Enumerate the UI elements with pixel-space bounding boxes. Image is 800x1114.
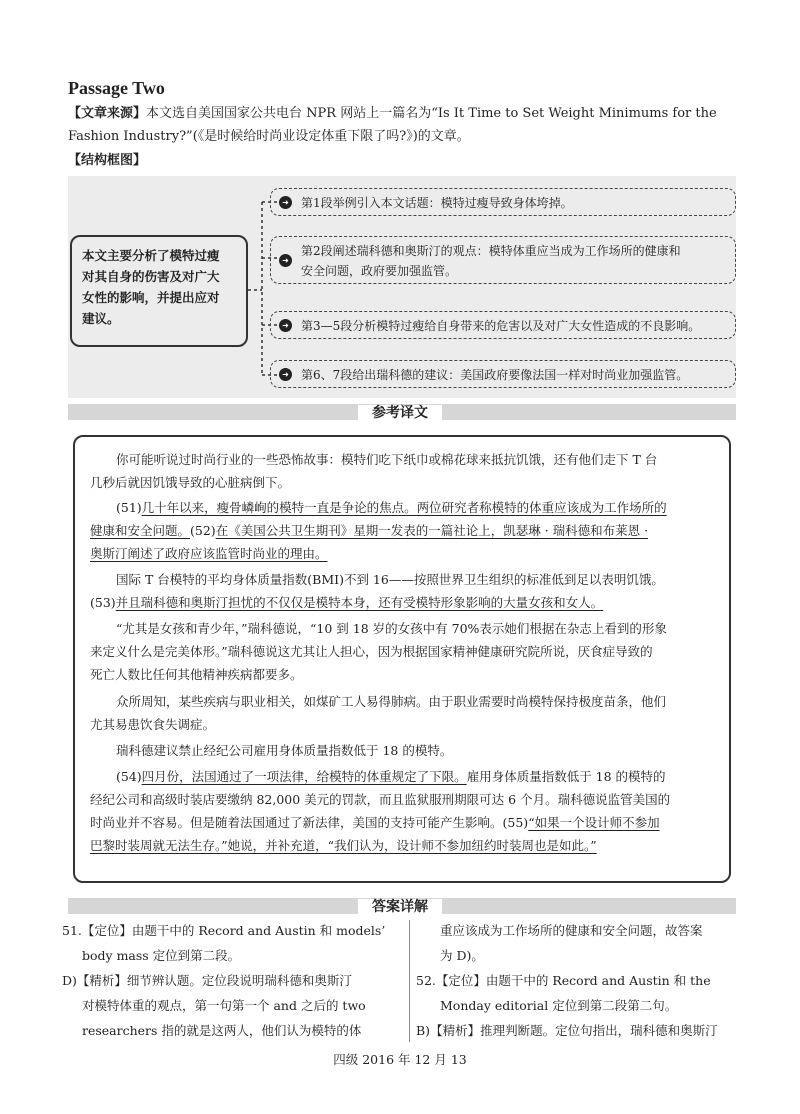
- answer-line: 对模特体重的观点，第一句第一个 and 之后的 two: [82, 998, 366, 1013]
- branch-line: 第1段举例引入本文话题：模特过瘦导致身体垮掉。: [301, 196, 573, 210]
- underlined-text: 并且瑞科德和奥斯汀担忧的不仅仅是模特本身，还有受模特形象影响的大量女孩和女人。: [115, 595, 604, 610]
- column-divider: [409, 920, 410, 1042]
- text-line: 你可能听说过时尚行业的一些恐怖故事：模特们吃下纸巾或棉花球来抵抗饥饿，还有他们走下 T 台: [116, 452, 658, 467]
- text-line: 时尚业并不容易。但是随着法国通过了新法律，美国的支持可能产生影响。: [90, 815, 503, 830]
- underlined-text: 健康和安全问题。: [90, 523, 191, 538]
- translation-p6: 瑞科德建议禁止经纪公司雇用身体质量指数低于 18 的模特。: [116, 743, 453, 758]
- translation-p5-line2: 尤其易患饮食失调症。: [90, 717, 216, 732]
- question-number: (51): [116, 500, 142, 515]
- structure-tag: 【结构框图】: [68, 153, 147, 168]
- branch-line: 第2段阐述瑞科德和奥斯汀的观点：模特体重应当成为工作场所的健康和: [301, 244, 681, 258]
- answer-line: D)【精析】细节辨认题。定位段说明瑞科德和奥斯汀: [62, 973, 352, 988]
- text-line: 雇用身体质量指数低于 18 的模特的: [466, 769, 666, 784]
- main-line: 建议。: [82, 311, 120, 326]
- translation-p1: [90, 448, 720, 471]
- passage-title: Passage Two: [68, 78, 165, 98]
- source-text-1: 本文选自美国国家公共电台 NPR 网站上一篇名为“Is It Time to Set Weight Minimums for the: [146, 106, 717, 121]
- translation-p1-cont: [90, 471, 720, 494]
- translation-p3-line1: 国际 T 台模特的平均身体质量指数(BMI)不到 16——按照世界卫生组织的标准低到足以表明饥饿。: [116, 572, 664, 587]
- diagram-branch-3: [270, 311, 736, 339]
- question-number: (52): [190, 523, 216, 538]
- underlined-text: 四月份，法国通过了一项法律，给模特的体重规定了下限。: [141, 769, 467, 784]
- underlined-text: 几十年以来，瘦骨嶙峋的模特一直是争论的焦点。两位研究者称模特的体重应该成为工作场所的: [141, 500, 667, 515]
- answer-line: Monday editorial 定位到第二段第二句。: [440, 998, 678, 1013]
- answers-right-column: [416, 918, 746, 1043]
- question-number: (53): [90, 595, 116, 610]
- answer-line: 为 D)。: [440, 948, 484, 963]
- main-line: 本文主要分析了模特过瘦: [82, 248, 220, 263]
- underlined-text: “如果一个设计师不参加: [528, 815, 660, 830]
- main-line: 对其自身的伤害及对广大: [82, 269, 220, 284]
- diagram-branch-1: [270, 188, 736, 216]
- diagram-branch-2: [270, 236, 736, 284]
- source-line-2: Fashion Industry?”(《是时候给时尚业设定体重下限了吗?》)的文章。: [68, 129, 470, 144]
- source-tag: 【文章来源】: [68, 106, 147, 121]
- main-line: 女性的影响，并提出应对: [82, 290, 220, 305]
- question-number: (54): [116, 769, 142, 784]
- diagram-branch-4: [270, 360, 736, 388]
- answers-header-text: 答案详解: [358, 899, 442, 915]
- answers-left-column: [62, 918, 402, 1043]
- diagram-connectors: [248, 190, 288, 380]
- underlined-text: 巴黎时装周就无法生存。”: [90, 838, 228, 853]
- translation-p4-line2: 来定义什么是完美体形。”瑞科德说这尤其让人担心，因为根据国家精神健康研究院所说，厌食症导致的: [90, 644, 653, 659]
- answer-line: researchers 指的就是这两人，他们认为模特的体: [82, 1023, 362, 1038]
- translation-p3-line2: [90, 591, 720, 614]
- translation-p5-line1: 众所周知，某些疾病与职业相关，如煤矿工人易得肺病。由于职业需要时尚模特保持极度苗条，他们: [116, 694, 667, 709]
- arrow-right-icon: ➜: [279, 368, 292, 381]
- translation-header: [0, 402, 800, 422]
- question-number: (55): [502, 815, 529, 830]
- translation-p7-line3: [90, 811, 720, 834]
- underlined-text: 她说，并补充道，“我们认为，设计师不参加纽约时装周也是如此。”: [227, 838, 597, 853]
- text-line: 几秒后就因饥饿导致的心脏病倒下。: [90, 475, 291, 490]
- translation-header-text: 参考译文: [358, 405, 442, 421]
- branch-line: 第3—5段分析模特过瘦给自身带来的危害以及对广大女性造成的不良影响。: [301, 319, 701, 333]
- translation-p4-line1: “尤其是女孩和青少年，”瑞科德说，“10 到 18 岁的女孩中有 70%表示她们根据在杂志上看到的形象: [116, 621, 667, 636]
- translation-p7-line1: [90, 765, 720, 788]
- answer-line: body mass 定位到第二段。: [82, 948, 241, 963]
- answer-line: 51.【定位】由题干中的 Record and Austin 和 models’: [62, 923, 386, 938]
- answer-line: B)【精析】推理判断题。定位句指出，瑞科德和奥斯汀: [416, 1023, 718, 1038]
- translation-p7-line4: [90, 834, 720, 857]
- branch-line: 第6、7段给出瑞科德的建议：美国政府要像法国一样对时尚业加强监管。: [301, 368, 689, 382]
- source-line-1: [68, 103, 738, 125]
- branch-line: 安全问题，政府要加强监管。: [301, 264, 458, 278]
- translation-p7-line2: 经纪公司和高级时装店要缴纳 82,000 美元的罚款，而且监狱服刑期限可达 6 个月。瑞科德说监管美国的: [90, 792, 671, 807]
- translation-p2-line2: [90, 519, 720, 542]
- arrow-right-icon: ➜: [279, 196, 292, 209]
- translation-p2-line3: [90, 542, 720, 565]
- answer-line: 52.【定位】由题干中的 Record and Austin 和 the: [416, 973, 711, 988]
- underlined-text: 奥斯汀阐述了政府应该监管时尚业的理由。: [90, 546, 328, 561]
- page-footer: 四级 2016 年 12 月 13: [333, 1052, 467, 1067]
- answers-header: [0, 896, 800, 916]
- translation-p4-line3: 死亡人数比任何其他精神疾病都要多。: [90, 667, 303, 682]
- answer-line: 重应该成为工作场所的健康和安全问题，故答案: [440, 923, 703, 938]
- translation-p2-line1: [90, 496, 720, 519]
- diagram-main-box: [70, 235, 248, 347]
- arrow-right-icon: ➜: [279, 254, 292, 267]
- arrow-right-icon: ➜: [279, 319, 292, 332]
- underlined-text: 在《美国公共卫生期刊》星期一发表的一篇社论上，凯瑟琳 · 瑞科德和布莱恩 ·: [215, 523, 649, 538]
